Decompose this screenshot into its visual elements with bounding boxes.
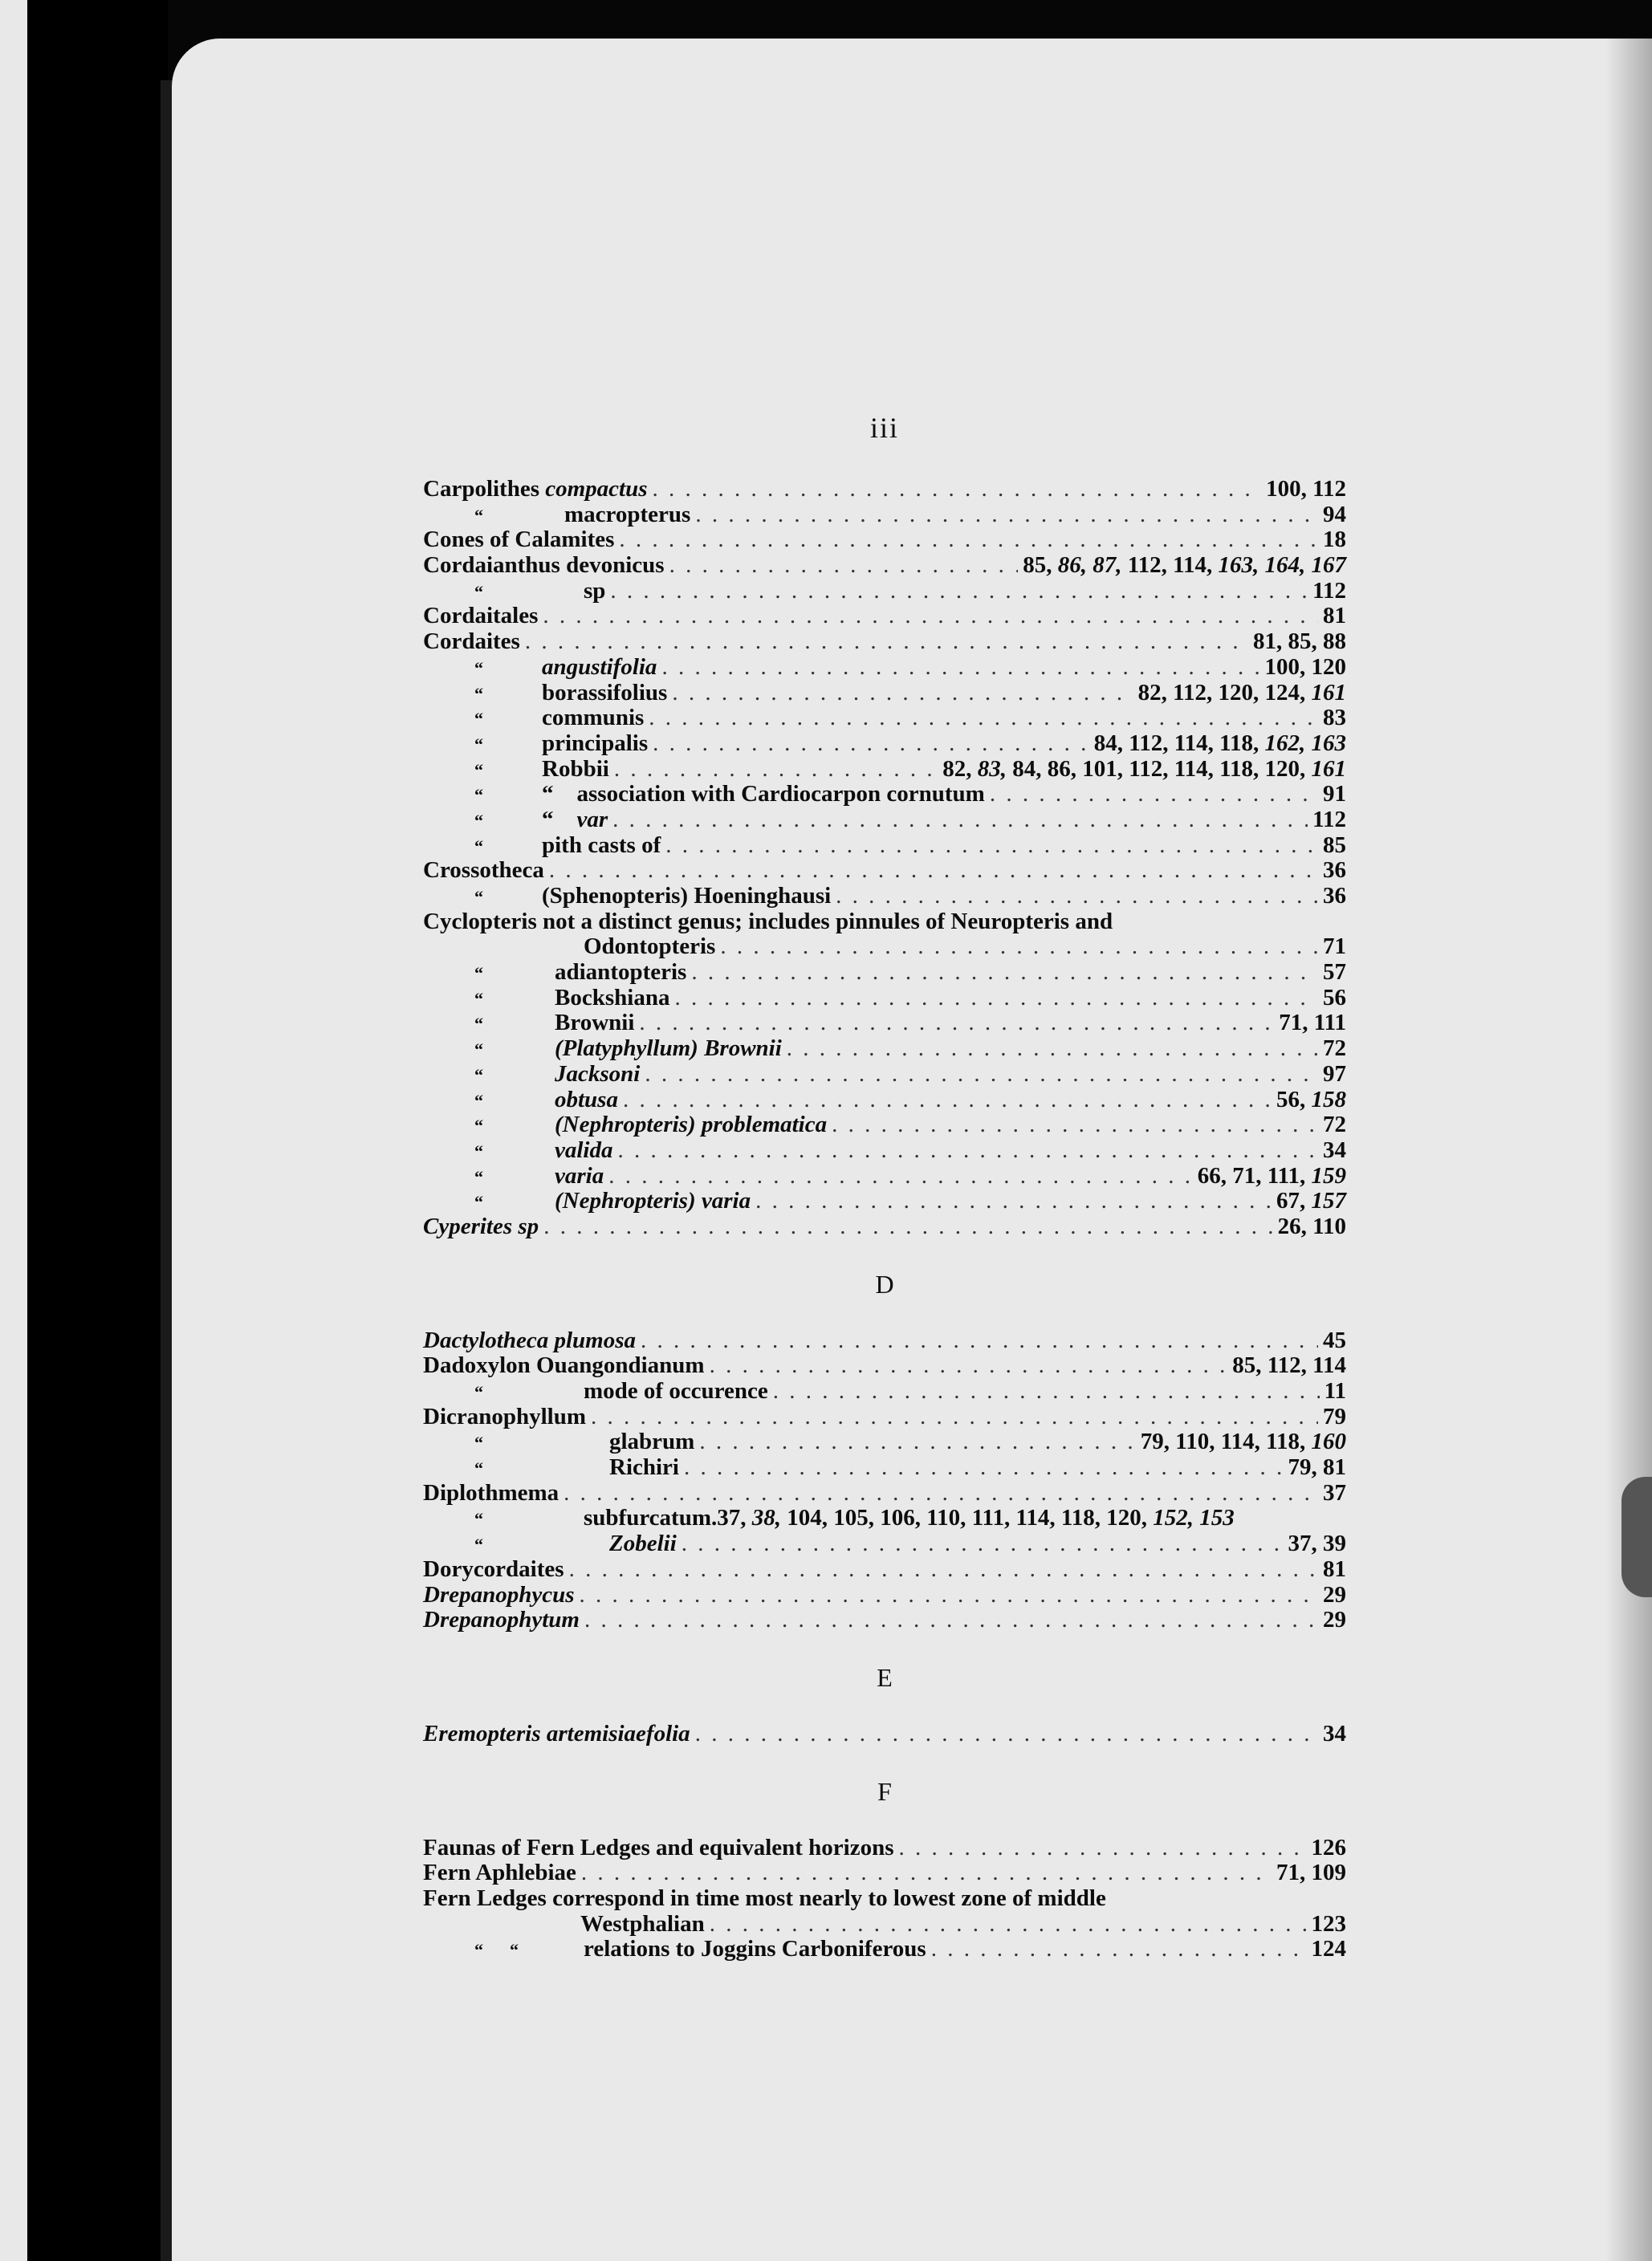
dot-leader: [773, 1379, 1320, 1405]
index-term: mode of occurence: [584, 1378, 768, 1404]
index-term: glabrum: [609, 1429, 695, 1455]
index-term: Eremopteris artemisiaefolia: [423, 1720, 690, 1747]
index-entry: “ macropterus . . . 94: [423, 502, 1346, 528]
index-entry: [423, 1583, 1346, 1608]
index-term: borassifolius: [542, 679, 668, 706]
index-entry: “ communis . . . 83: [423, 706, 1346, 731]
facing-page-edge: [27, 0, 168, 2261]
dot-leader: [584, 1608, 1318, 1633]
index-term: Fern Aphlebiae: [423, 1860, 576, 1886]
index-term: Cordaites: [423, 628, 520, 655]
index-term: Cones of Calamites: [423, 527, 615, 553]
dot-leader: [645, 1062, 1318, 1088]
index-term: Drepanophycus: [423, 1581, 575, 1608]
index-entry: “ Zobelii . . . 37, 39: [423, 1531, 1346, 1557]
dot-leader: [695, 502, 1318, 528]
index-entry: “ Bockshiana . . . 56: [423, 986, 1346, 1011]
index-term: Zobelii: [609, 1531, 677, 1557]
book-spine: [161, 80, 172, 2261]
index-term: Richiri: [609, 1454, 679, 1481]
dot-leader: [591, 1405, 1318, 1430]
index-entry: “ Richiri . . . 79, 81: [423, 1455, 1346, 1481]
index-entry: “ (Platyphyllum) Brownii . . . 72: [423, 1036, 1346, 1062]
page-references: 126: [1311, 1834, 1346, 1860]
index-term: Fern Ledges correspond in time most nearly to lowest zone of middle: [423, 1885, 1106, 1911]
page-references: 71: [1323, 933, 1346, 960]
index-entry: [423, 1328, 1346, 1354]
dot-leader: [543, 604, 1318, 629]
page-references: 57: [1323, 959, 1346, 986]
dot-leader: [623, 1088, 1272, 1113]
index-term: Westphalian: [580, 1910, 705, 1937]
dot-leader: [653, 731, 1089, 757]
index-entry: “ (Nephropteris) problematica . . . 72: [423, 1112, 1346, 1138]
index-term: (Nephropteris) varia: [555, 1188, 751, 1214]
index-entry: [423, 934, 1346, 960]
index-term: angustifolia: [542, 653, 657, 680]
page-references: 11: [1324, 1378, 1346, 1404]
index-entry: “ “ association with Cardiocarpon cornutum . . . 91: [423, 782, 1346, 807]
dot-leader: [612, 807, 1308, 833]
index-entry: “ “ relations to Joggins Carboniferous . . . 124: [423, 1937, 1346, 1962]
index-term: Dicranophyllum: [423, 1403, 587, 1429]
page-references: 71, 109: [1276, 1860, 1346, 1886]
dot-leader: [787, 1036, 1318, 1062]
page-references: 85, 112, 114: [1232, 1352, 1346, 1379]
index-term: Robbii: [542, 755, 609, 782]
page-references: 123: [1311, 1910, 1346, 1937]
page-references: 37: [1323, 1479, 1346, 1506]
index-term: pith casts of: [542, 832, 661, 858]
index-entry: “ “ var . . . 112: [423, 807, 1346, 833]
page-references: 97: [1323, 1060, 1346, 1087]
dot-leader: [665, 833, 1318, 859]
section-heading-d: D: [875, 1269, 894, 1299]
dot-leader: [641, 1328, 1318, 1354]
dot-leader: [710, 1912, 1307, 1938]
index-term: sp: [584, 577, 606, 604]
dot-leader: [610, 579, 1308, 604]
section-heading-e: E: [877, 1662, 893, 1692]
index-entry: “ mode of occurence . . . 11: [423, 1379, 1346, 1405]
index-section-f: [423, 1836, 1346, 1962]
page-references: 85: [1323, 832, 1346, 858]
scan-shadow: [1621, 1477, 1652, 1597]
page-references: 79, 81: [1288, 1454, 1346, 1481]
index-term: obtusa: [555, 1086, 618, 1112]
page-references: 36: [1323, 883, 1346, 909]
index-entry: [423, 909, 1346, 935]
dot-leader: [581, 1860, 1272, 1886]
index-term: Drepanophytum: [423, 1607, 580, 1633]
dot-leader: [832, 1112, 1318, 1138]
page-references: 37, 39: [1288, 1531, 1346, 1557]
index-term: Brownii: [555, 1010, 635, 1036]
index-term: Faunas of Fern Ledges and equivalent horizons: [423, 1834, 894, 1860]
index-content: [423, 411, 1346, 1962]
index-entry: [423, 477, 1346, 502]
index-term: “ var: [542, 806, 608, 832]
index-term: Dactylotheca plumosa: [423, 1327, 637, 1353]
index-entry: “ (Nephropteris) varia . . . 67, 157: [423, 1189, 1346, 1214]
dot-leader: [931, 1937, 1307, 1962]
index-entry: “ principalis . . . 84, 112, 114, 118, 162, 163: [423, 731, 1346, 757]
page-references: 45: [1323, 1327, 1346, 1353]
index-entry: “ borassifolius . . . 82, 112, 120, 124, 161: [423, 681, 1346, 706]
index-entry: [423, 1353, 1346, 1379]
dot-leader: [755, 1189, 1272, 1214]
dot-leader: [682, 1531, 1284, 1557]
index-entry: [423, 1912, 1346, 1938]
index-entry: “ varia . . . 66, 71, 111, 159: [423, 1164, 1346, 1189]
index-section-e: [423, 1722, 1346, 1747]
section-heading-f: F: [877, 1776, 892, 1806]
page-references: 79, 110, 114, 118, 160: [1140, 1429, 1346, 1455]
index-entry: [423, 1481, 1346, 1507]
index-entry: “ glabrum . . . 79, 110, 114, 118, 160: [423, 1429, 1346, 1455]
dot-leader: [699, 1429, 1135, 1455]
dot-leader: [649, 706, 1318, 731]
page-references: 85, 86, 87, 112, 114, 163, 164, 167: [1023, 552, 1346, 579]
page-references: 91: [1323, 781, 1346, 807]
page-references: 83: [1323, 705, 1346, 731]
index-term: Dadoxylon Ouangondianum: [423, 1352, 705, 1379]
index-entry: “ obtusa . . . 56, 158: [423, 1088, 1346, 1113]
index-term: relations to Joggins Carboniferous: [584, 1936, 926, 1962]
dot-leader: [695, 1722, 1318, 1747]
index-entry: “ subfurcatum.37, 38, 104, 105, 106, 110, 111, 114, 118, 120, 152, 153: [474, 1505, 1235, 1531]
scan-left-margin: [0, 0, 27, 2261]
dot-leader: [691, 960, 1318, 986]
index-term: varia: [555, 1162, 604, 1189]
index-entry: [423, 1557, 1346, 1583]
index-section-d: [423, 1328, 1346, 1633]
index-term: Jacksoni: [555, 1060, 641, 1087]
index-term: (Platyphyllum) Brownii: [555, 1035, 782, 1062]
dot-leader: [684, 1455, 1284, 1481]
index-term: Diplothmema: [423, 1479, 559, 1506]
page-references: 56, 158: [1276, 1086, 1346, 1112]
index-term: principalis: [542, 730, 649, 756]
index-entry: “ pith casts of . . . 85: [423, 833, 1346, 859]
dot-leader: [674, 986, 1318, 1011]
dot-leader: [661, 655, 1259, 681]
index-entry: [423, 1836, 1346, 1861]
index-term: Dorycordaites: [423, 1555, 564, 1582]
page-references: 29: [1323, 1581, 1346, 1608]
dot-leader: [710, 1353, 1228, 1379]
index-term: Odontopteris: [584, 933, 716, 960]
page-references: 18: [1323, 527, 1346, 553]
page-references: 56: [1323, 984, 1346, 1011]
dot-leader: [569, 1557, 1318, 1583]
index-entry: “ valida . . . 34: [423, 1138, 1346, 1164]
page-references: 84, 112, 114, 118, 162, 163: [1093, 730, 1346, 756]
index-entry: “ Jacksoni . . . 97: [423, 1062, 1346, 1088]
page-references: 34: [1323, 1137, 1346, 1163]
page-references: 72: [1323, 1035, 1346, 1062]
dot-leader: [549, 858, 1318, 884]
page-edge-shadow: [1605, 39, 1652, 2261]
index-term: Carpolithes compactus: [423, 476, 648, 502]
dot-leader: [653, 477, 1262, 502]
index-entry: “ angustifolia . . . 100, 120: [423, 655, 1346, 681]
index-entry: [423, 553, 1346, 579]
index-term: Cordaianthus devonicus: [423, 552, 665, 579]
page-references: 81, 85, 88: [1253, 628, 1346, 655]
page-references: 81: [1323, 603, 1346, 629]
page-references: 112: [1312, 577, 1346, 604]
index-term: (Sphenopteris) Hoeninghausi: [542, 883, 832, 909]
index-term: Crossotheca: [423, 857, 544, 884]
page-references: 100, 120: [1264, 653, 1346, 680]
index-entry: [423, 1860, 1346, 1886]
dot-leader: [899, 1836, 1307, 1861]
index-entry: “ Brownii . . . 71, 111: [423, 1011, 1346, 1036]
page-references: 94: [1323, 501, 1346, 527]
index-term: subfurcatum.37, 38, 104, 105, 106, 110, 111, 114, 118, 120, 152, 153: [584, 1505, 1235, 1531]
index-entry: [423, 1608, 1346, 1633]
page-references: 82, 83, 84, 86, 101, 112, 114, 118, 120, 161: [942, 755, 1346, 782]
index-term: valida: [555, 1137, 613, 1163]
index-term: Cordaitales: [423, 603, 539, 629]
dot-leader: [720, 934, 1318, 960]
index-term: macropterus: [564, 501, 691, 527]
index-term: Cyclopteris not a distinct genus; includes pinnules of Neuropteris and: [423, 908, 1113, 934]
dot-leader: [580, 1583, 1318, 1608]
page-references: 29: [1323, 1607, 1346, 1633]
page-references: 124: [1311, 1936, 1346, 1962]
index-term: Bockshiana: [555, 984, 670, 1011]
index-section-c: [423, 477, 1346, 1240]
index-entry: “ adiantopteris . . . 57: [423, 960, 1346, 986]
dot-leader: [608, 1164, 1192, 1189]
index-term: adiantopteris: [555, 959, 687, 986]
page-references: 67, 157: [1276, 1188, 1346, 1214]
index-entry: [423, 604, 1346, 629]
page-references: 36: [1323, 857, 1346, 884]
dot-leader: [564, 1481, 1318, 1507]
page-references: 34: [1323, 1720, 1346, 1747]
dot-leader: [525, 629, 1248, 655]
index-entry: [423, 527, 1346, 553]
dot-leader: [543, 1214, 1272, 1240]
index-entry: [423, 1722, 1346, 1747]
index-term: Cyperites sp: [423, 1213, 539, 1239]
dot-leader: [836, 884, 1318, 909]
index-entry: [423, 629, 1346, 655]
index-entry: “ (Sphenopteris) Hoeninghausi . . . 36: [423, 884, 1346, 909]
index-entry: [423, 1886, 1346, 1912]
index-term: “ association with Cardiocarpon cornutum: [542, 781, 985, 807]
dot-leader: [639, 1011, 1274, 1036]
index-entry: [423, 1405, 1346, 1430]
index-entry: [423, 858, 1346, 884]
dot-leader: [669, 553, 1019, 579]
page-references: 112: [1312, 806, 1346, 832]
dot-leader: [672, 681, 1133, 706]
dot-leader: [614, 757, 938, 783]
page-references: 71, 111: [1279, 1010, 1346, 1036]
page-references: 100, 112: [1266, 476, 1346, 502]
index-term: communis: [542, 705, 645, 731]
page-references: 81: [1323, 1555, 1346, 1582]
page-references: 72: [1323, 1112, 1346, 1138]
index-entry: [423, 1214, 1346, 1240]
index-entry: “ sp . . . 112: [423, 579, 1346, 604]
dot-leader: [990, 782, 1318, 807]
page-references: 79: [1323, 1403, 1346, 1429]
page-number: iii: [869, 412, 899, 444]
page-references: 66, 71, 111, 159: [1197, 1162, 1346, 1189]
dot-leader: [619, 527, 1318, 553]
dot-leader: [618, 1138, 1319, 1164]
page-references: 26, 110: [1277, 1213, 1346, 1239]
index-entry: “ Robbii . . . 82, 83, 84, 86, 101, 112, 114, 118, 120, 161: [423, 757, 1346, 783]
index-term: (Nephropteris) problematica: [555, 1112, 828, 1138]
page-references: 82, 112, 120, 124, 161: [1137, 679, 1346, 706]
